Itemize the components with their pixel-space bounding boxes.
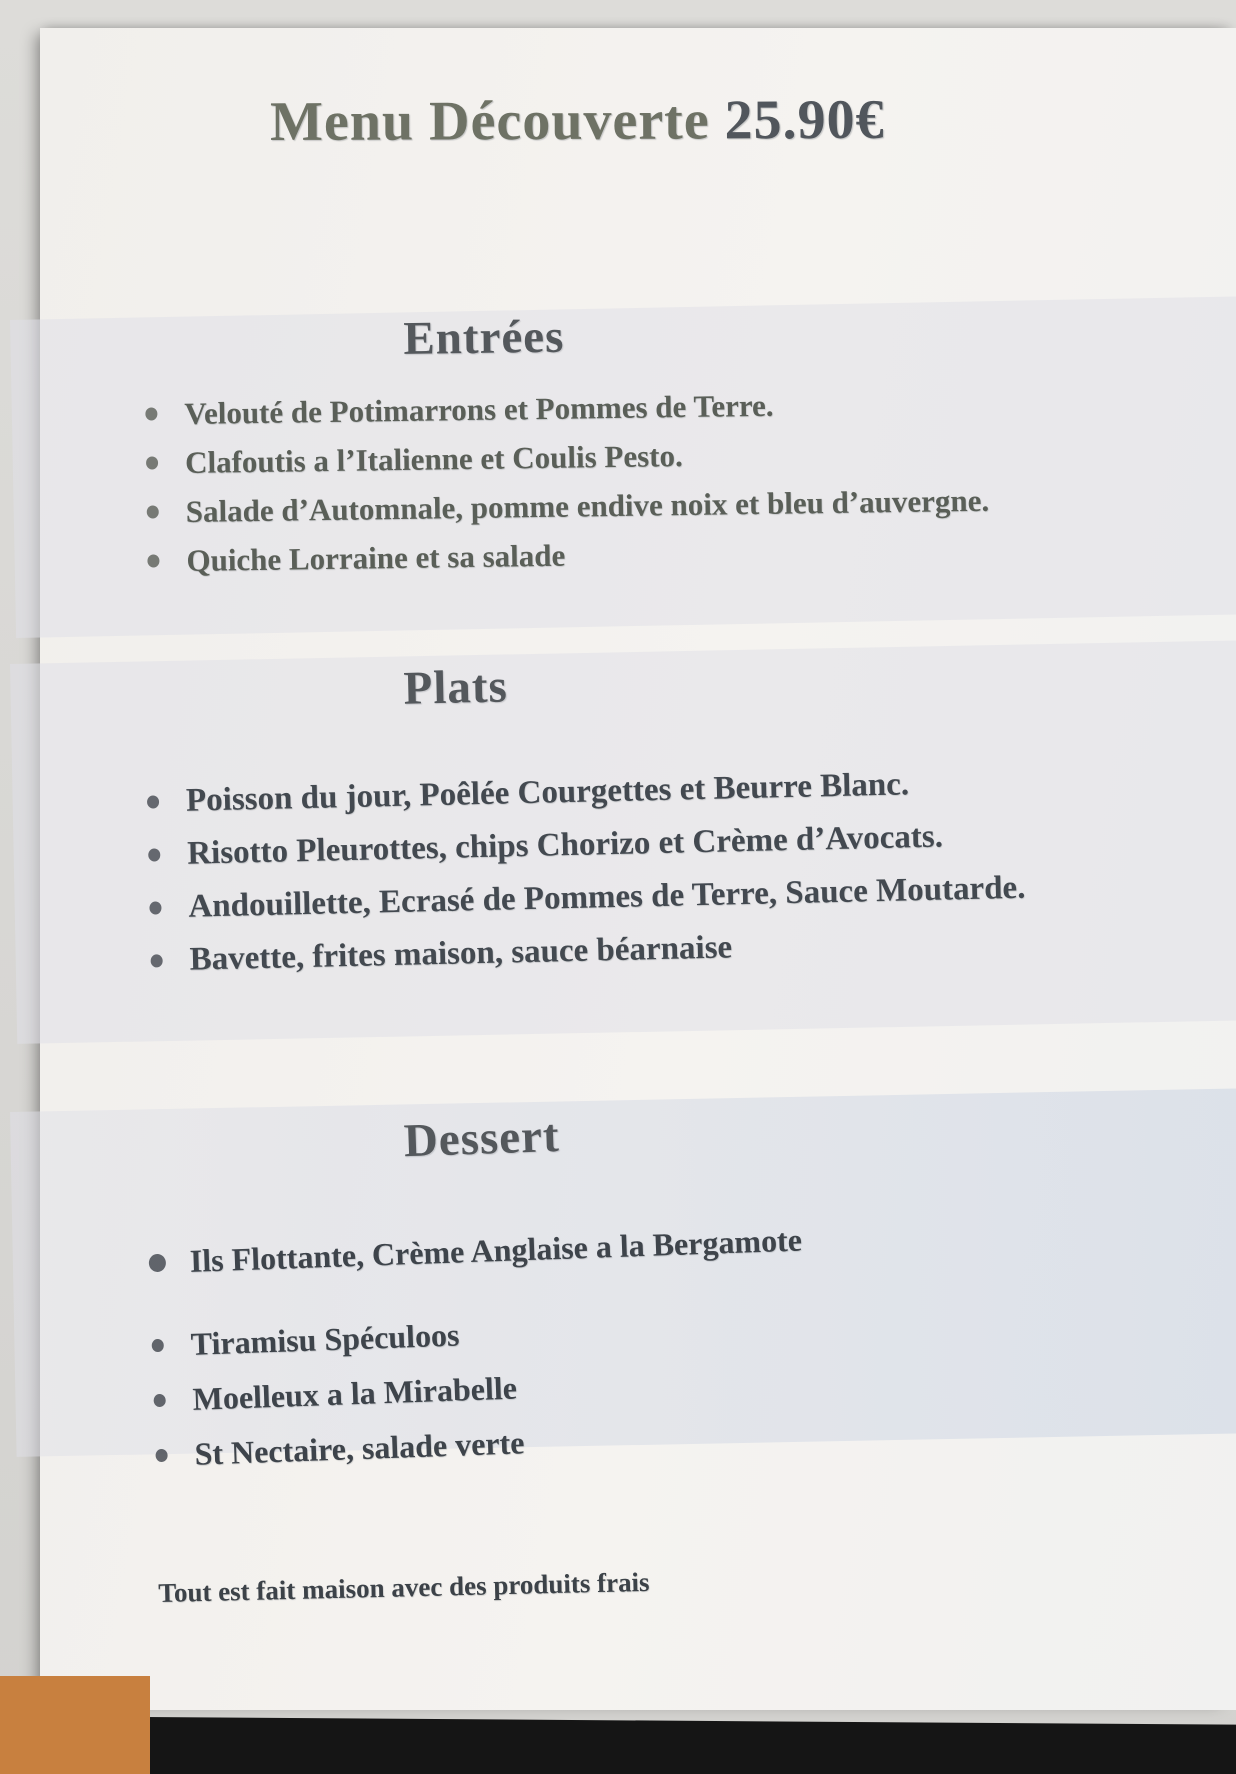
menu-item-text: Andouillette, Ecrasé de Pommes de Terre, Sauce Moutarde. [188,869,1026,925]
bullet-icon [149,901,161,914]
menu-item-text: Quiche Lorraine et sa salade [186,537,566,578]
bullet-icon [147,554,159,567]
bullet-icon [147,795,159,808]
bullet-icon [149,1253,167,1272]
section-item-list [42,751,1236,990]
bullet-icon [152,1339,164,1352]
bullet-icon [151,954,163,967]
section-heading: Plats [402,660,509,715]
bullet-icon [145,407,157,420]
menu-item-text: St Nectaire, salade verte [193,1424,525,1472]
menu-section [40,641,1236,990]
bullet-icon [147,505,159,518]
section-item-list [41,374,1236,587]
menu-item-text: Moelleux a la Mirabelle [192,1369,518,1417]
menu-item-text: Poisson du jour, Poêlée Courgettes et Beurre Blanc. [185,766,910,819]
menu-item-text: Velouté de Potimarrons et Pommes de Terre. [184,387,774,431]
menu-title-text: Menu Découverte [270,89,710,153]
menu-section [40,1083,1236,1487]
menu-item-text: Risotto Pleurottes, chips Chorizo et Crème d’Avocats. [186,818,944,872]
table-edge [0,1716,1236,1774]
menu-item-text: Bavette, frites maison, sauce béarnaise [189,929,733,978]
bullet-icon [148,848,160,861]
menu-item-text: Ils Flottante, Crème Anglaise a la Bergamote [189,1221,803,1279]
menu-item-text: Clafoutis a l’Italienne et Coulis Pesto. [184,437,683,480]
menu-title [270,88,885,154]
section-heading: Dessert [402,1109,561,1168]
section-heading: Entrées [403,310,565,365]
footer-note: Tout est fait maison avec des produits frais [158,1566,650,1608]
menu-item-text: Tiramisu Spéculoos [190,1316,460,1362]
menu-price: 25.90€ [724,88,885,152]
menu-item-text: Salade d’Automnale, pomme endive noix et bleu d’auvergne. [185,482,990,529]
section-item-list [44,1197,1236,1487]
bullet-icon [155,1449,167,1462]
table-surface-corner [0,1676,150,1774]
menu-item [148,1197,1236,1290]
bullet-icon [146,456,158,469]
bullet-icon [153,1394,165,1407]
menu-section [40,298,1236,587]
menu-page [40,28,1236,1710]
